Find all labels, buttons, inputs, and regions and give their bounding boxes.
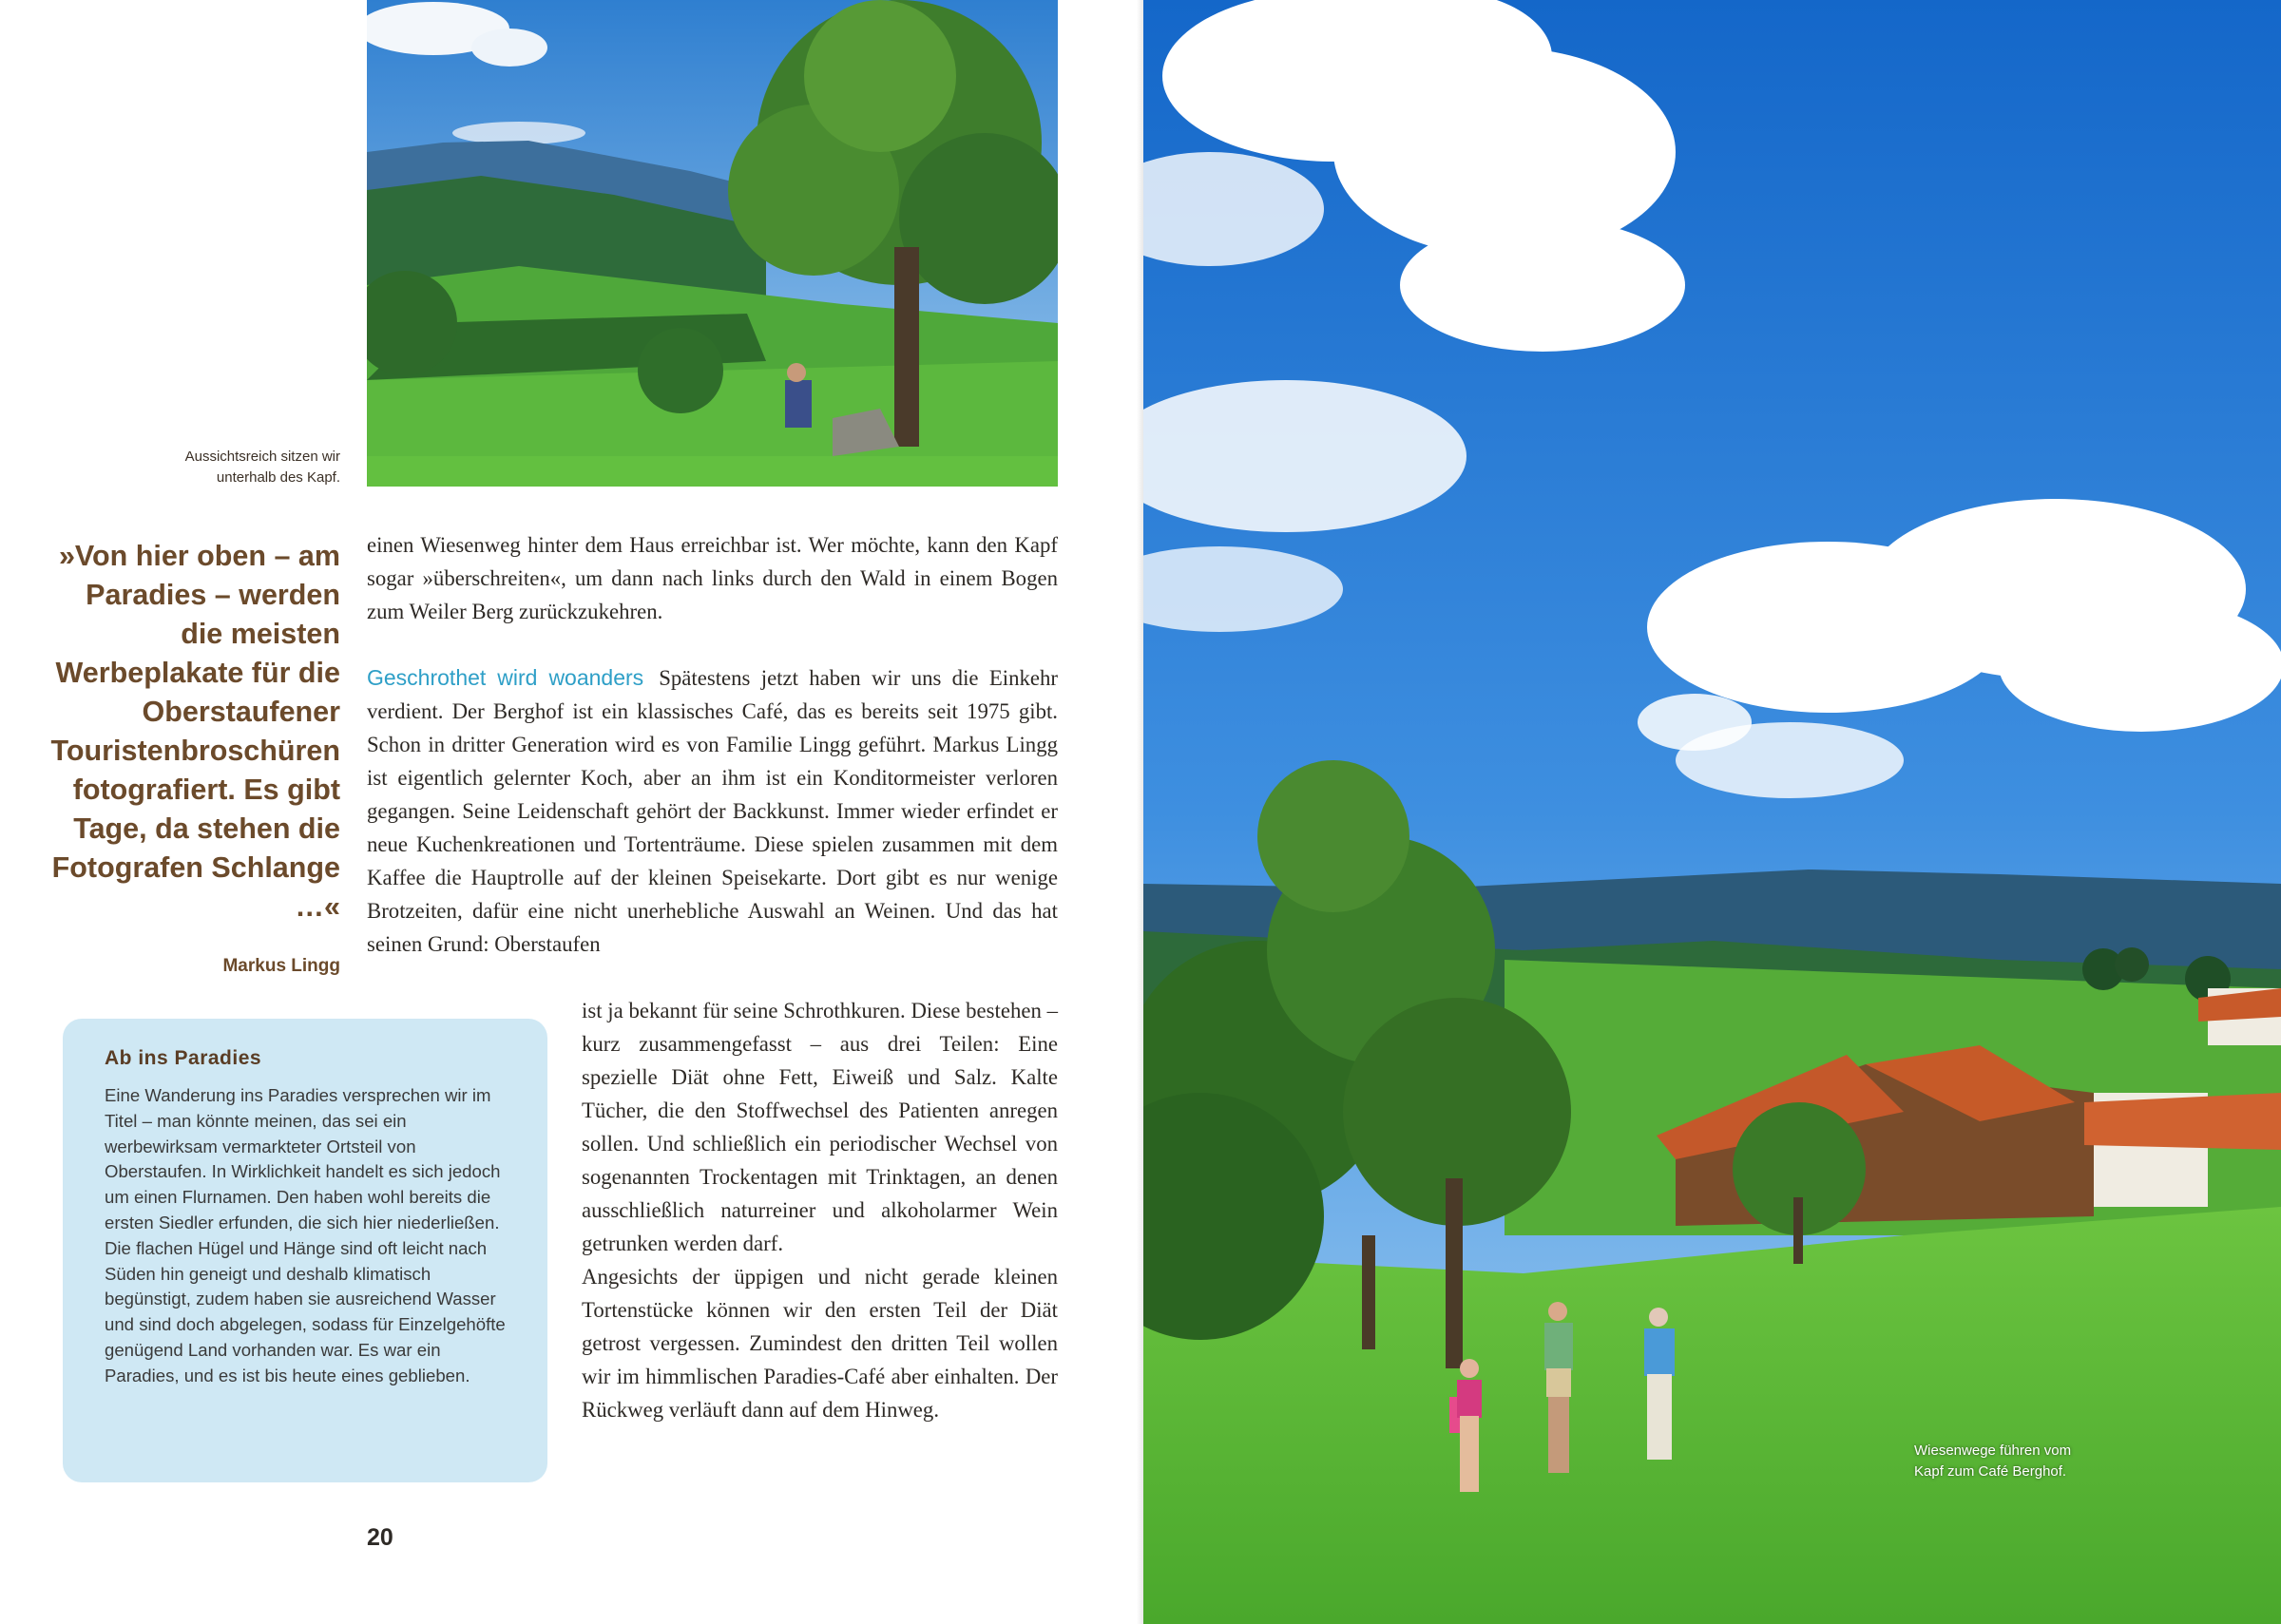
body-text: Spätestens jetzt haben wir uns die Einkehr verdient. Der Berghof ist ein klassisches Café, das es bereits seit 1975 gibt. Schon in dritter Generation wird es von Familie Lingg geführt. Markus Lingg ist eigentlich gelernter Koch, aber an ihm ist ein Konditormeister verloren gegangen. Seine Leidenschaft gehört der Backkunst. Immer wieder erfindet er neue Kuchenkreationen und Tortenträume. Diese spielen zusammen mit dem Kaffee die Hauptrolle auf der kleinen Speisekarte. Dort gibt es nur wenige Brotzeiten, dafür eine nicht unerhebliche Auswahl an Weinen. Und das hat seinen Grund: Oberstaufen	[367, 666, 1058, 956]
page-gutter	[1137, 0, 1143, 1624]
left-page	[0, 0, 1140, 1624]
page-number: 20	[367, 1524, 393, 1551]
body-paragraph	[367, 661, 1058, 961]
info-box	[63, 1019, 547, 1482]
hiking-meadow-photo	[1143, 0, 2281, 1624]
photo-caption: Aussichtsreich sitzen wir unterhalb des Kapf.	[184, 449, 340, 486]
photo-caption: Wiesenwege führen vom Kapf zum Café Berghof.	[1914, 1442, 2072, 1480]
body-paragraph: einen Wiesenweg hinter dem Haus erreichbar ist. Wer möchte, kann den Kapf sogar »überschreiten«, um dann nach links durch den Wald in einem Bogen zum Weiler Berg zurückzukehren.	[367, 533, 1058, 623]
body-paragraph: Angesichts der üppigen und nicht gerade kleinen Tortenstücke können wir den ersten Teil der Diät getrost vergessen. Zumindest den dritten Teil wollen wir im himmlischen Paradies-Café aber einhalten. Der Rückweg verläuft dann auf dem Hinweg.	[582, 1265, 1058, 1422]
body-paragraph: ist ja bekannt für seine Schrothkuren. Diese bestehen – kurz zusammengefasst – aus drei Teilen: Eine spezielle Diät ohne Fett, Eiweiß und Salz. Kalte Tücher, die den Stoffwechsel des Patienten anregen sollen. Und schließlich ein periodischer Wechsel von sogenannten Trockentagen mit Trinktagen, an denen ausschließlich naturreiner und alkoholarmer Wein getrunken werden darf.	[582, 999, 1058, 1255]
section-subheading: Geschrothet wird woanders	[367, 665, 644, 690]
info-box-text: Eine Wanderung ins Paradies versprechen wir im Titel – man könnte meinen, das sei ein werbewirksam vermarkteter Ortsteil von Oberstaufen. In Wirklichkeit handelt es sich jedoch um einen Flurnamen. Den haben wohl bereits die ersten Siedler erfunden, die sich hier niederließen. Die flachen Hügel und Hänge sind oft leicht nach Süden hin geneigt und deshalb klimatisch begünstigt, zudem haben sie ausreichend Wasser und sind doch abgelegen, sodass für Einzelgehöfte genügend Land vorhanden war. Es war ein Paradies, und es ist bis heute eines geblieben.	[105, 1085, 506, 1385]
kapf-viewpoint-photo	[367, 0, 1058, 487]
pull-quote: »Von hier oben – am Paradies – werden die meisten Werbeplakate für die Oberstaufener Touristenbroschüren fotografiert. Es gibt Tage, da stehen die Fotografen Schlange …«	[50, 540, 340, 923]
body-column-narrow	[582, 994, 1058, 1426]
quote-author: Markus Lingg	[222, 956, 340, 976]
info-box-title: Ab ins Paradies	[105, 1047, 262, 1069]
